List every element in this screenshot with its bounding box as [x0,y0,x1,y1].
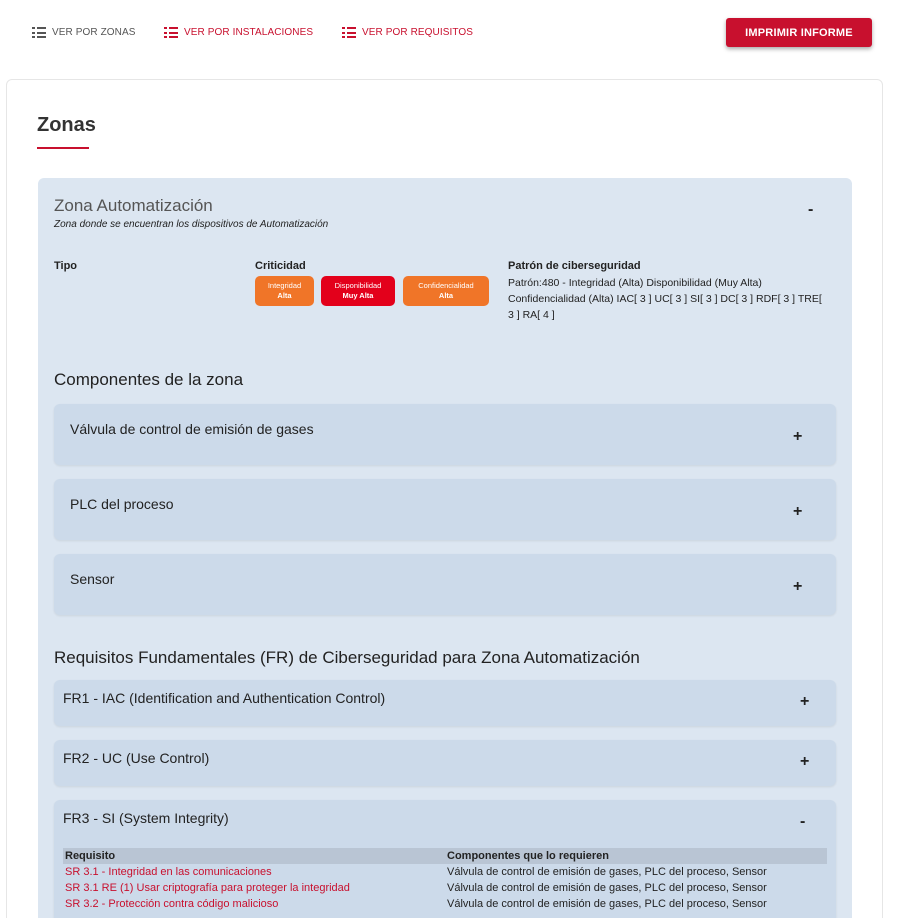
badge-availability-name: Disponibilidad [334,281,382,290]
col-requirement-header: Requisito [65,850,116,862]
list-icon [32,27,46,38]
requirement-link[interactable]: SR 3.2 - Protección contra código malicioso [65,898,279,910]
expand-toggle[interactable]: + [800,693,810,710]
zone-collapse-toggle[interactable]: - [808,201,814,218]
fr-label: FR3 - SI (System Integrity) [63,810,229,826]
list-icon [164,27,178,38]
badge-availability [321,276,395,306]
badge-integrity-value: Alta [277,291,292,300]
component-item[interactable] [54,554,836,615]
requirement-link[interactable]: SR 3.1 - Integridad en las comunicaciones [65,866,272,878]
fr-label: FR2 - UC (Use Control) [63,750,210,766]
view-by-requirements-label: VER POR REQUISITOS [362,27,474,38]
fr-item-si[interactable] [54,800,836,918]
expand-toggle[interactable]: + [793,428,803,445]
expand-toggle[interactable]: + [793,578,803,595]
component-item[interactable] [54,404,836,465]
zone-panel [38,178,852,918]
page-title: Zonas [37,114,96,136]
requirement-components: Válvula de control de emisión de gases, PLC del proceso, Sensor [447,898,767,910]
requirements-heading: Requisitos Fundamentales (FR) de Ciberseguridad para Zona Automatización [54,648,640,667]
view-by-zones-link[interactable] [32,27,136,38]
view-by-requirements-link[interactable] [342,27,473,38]
col-components-header: Componentes que lo requieren [447,850,609,862]
numbered-list-icon [342,27,356,38]
view-by-zones-label: VER POR ZONAS [52,27,136,38]
component-label: Sensor [70,571,115,587]
badge-confidentiality [403,276,489,306]
badge-confidentiality-name: Confidencialidad [418,281,474,290]
top-toolbar [0,0,904,66]
print-report-button[interactable]: IMPRIMIR INFORME [726,18,872,47]
table-header [63,848,827,864]
criticality-label: Criticidad [255,260,306,272]
pattern-text: Patrón:480 - Integridad (Alta) Disponibilidad (Muy Alta) Confidencialidad (Alta) IAC[ 3 ] UC[ 3 ] SI[ 3 ] DC[ 3 ] RDF[ 3 ] TRE[ 3 ] RA[ 4 ] [508,277,822,321]
fr-item-uc[interactable] [54,740,836,786]
table-row [63,880,827,896]
table-row [63,864,827,880]
collapse-toggle[interactable]: - [800,813,806,830]
zone-name: Zona Automatización [54,196,213,215]
component-label: Válvula de control de emisión de gases [70,421,314,437]
requirement-link[interactable]: SR 3.1 RE (1) Usar criptografía para proteger la integridad [65,882,350,894]
component-label: PLC del proceso [70,496,174,512]
component-item[interactable] [54,479,836,540]
fr-item-iac[interactable] [54,680,836,726]
requirement-components: Válvula de control de emisión de gases, PLC del proceso, Sensor [447,866,767,878]
pattern-label: Patrón de ciberseguridad [508,260,641,272]
components-heading: Componentes de la zona [54,370,244,389]
requirement-components: Válvula de control de emisión de gases, PLC del proceso, Sensor [447,882,767,894]
view-by-installations-link[interactable] [164,27,313,38]
badge-availability-value: Muy Alta [342,291,374,300]
badge-integrity [255,276,314,306]
expand-toggle[interactable]: + [793,503,803,520]
requirements-table [63,848,827,912]
zones-card [6,79,883,918]
badge-integrity-name: Integridad [267,281,302,290]
table-row [63,896,827,912]
view-by-installations-label: VER POR INSTALACIONES [184,27,314,38]
badge-confidentiality-value: Alta [438,291,454,300]
title-underline [37,147,89,149]
fr-label: FR1 - IAC (Identification and Authentication Control) [63,690,386,706]
zone-description: Zona donde se encuentran los dispositivos de Automatización [54,219,329,230]
type-label: Tipo [54,260,78,272]
expand-toggle[interactable]: + [800,753,810,770]
